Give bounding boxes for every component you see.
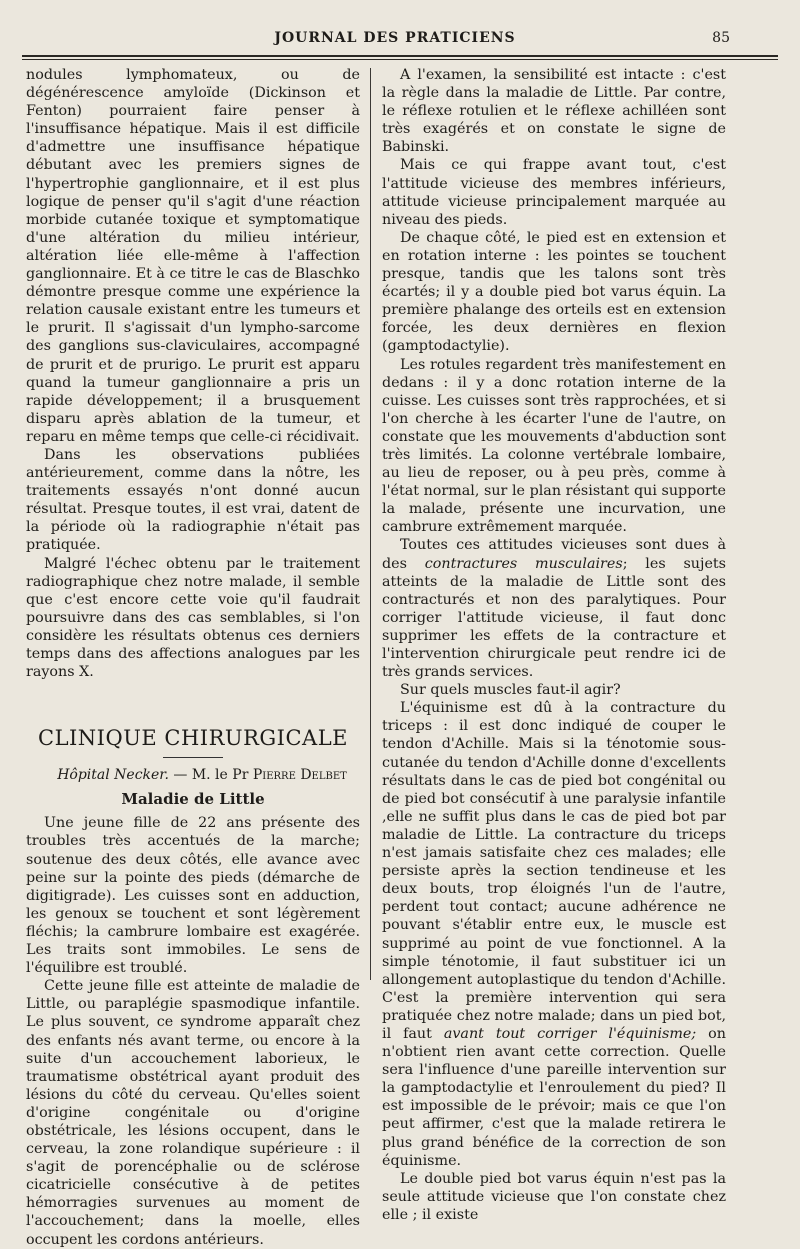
paragraph [382, 536, 726, 681]
case-title: Maladie de Little [121, 790, 265, 809]
paragraph [382, 699, 726, 1169]
section-divider [163, 757, 223, 758]
running-title: JOURNAL DES PRATICIENS [274, 30, 516, 46]
right-column [382, 66, 726, 1224]
page-number: 85 [712, 30, 730, 46]
paragraph: Cette jeune fille est atteinte de maladie de Little, ou paraplégie spasmodique infantile. Le plus souvent, ce syndrome apparaît chez des enfants nés avant terme, ou encore à la suite d'un accouchement laborieux, le traumatisme obstétrical ayant produit des lésions du côté du cerveau. Qu'elles soient d'origine congénitale ou d'origine obstétricale, les lésions occupent, dans le cerveau, la zone rolandique supérieure : il s'agit de porencéphalie ou de sclérose cicatricielle consécutive à de petites hémorragies survenues au moment de l'accouchement; dans la moelle, elles occupent les cordons antérieurs. [26, 978, 360, 1248]
text-run: L'équinisme est dû à la contracture du triceps : il est donc indiqué de couper le tendon d'Achille. Mais si la ténotomie sous-cutanée du tendon d'Achille donne d'excellents résultats dans le cas de pied bot congénital ou de pied bot consécutif à une paralysie infantile ,elle ne suffit plus dans le cas de pied bot par maladie de Little. La contracture du triceps n'est jamais satisfaite chez ces malades; elle persiste après la section tendineuse et les deux bouts, trop éloignés l'un de l'autre, perdent tout contact; aucune adhérence ne pouvant s'établir entre eux, le muscle est supprimé au point de vue fonctionnel. A la simple ténotomie, il faut substituer ici un allongement autoplastique du tendon d'Achille. C'est la première intervention qui sera pratiquée chez notre malade; dans un pied bot, il faut [382, 700, 726, 1042]
paragraph: Sur quels muscles faut-il agir? [400, 682, 621, 699]
paragraph: Une jeune fille de 22 ans présente des troubles très accentués de la marche; soutenue des deux côtés, elle avance avec peine sur la pointe des pieds (démarche de digitigrade). Les cuisses sont en adduction, les genoux se touchent et sont légèrement fléchis; la cambrure lombaire est exagérée. Les traits sont immobiles. Le sens de l'équilibre est troublé. [26, 815, 360, 977]
paragraph: Dans les observations publiées antérieurement, comme dans la nôtre, les traitements essayés n'ont donné aucun résultat. Presque toutes, il est vrai, datent de la période où la radiographie n'était pas pratiquée. [26, 446, 360, 554]
section-title: CLINIQUE CHIRURGICALE [38, 726, 348, 751]
paragraph: A l'examen, la sensibilité est intacte : c'est la règle dans la maladie de Little. Par contre, le réflexe rotulien et le réflexe achilléen sont très exagérés et on constate le signe de Babinski. [382, 67, 726, 156]
paragraph: De chaque côté, le pied est en extension et en rotation interne : les pointes se touchent presque, tandis que les talons sont très écartés; il y a double pied bot varus équin. La première phalange des orteils est en extension forcée, les deux dernières en flexion (gamptodactylie). [382, 229, 726, 355]
paragraph: Malgré l'échec obtenu par le traitement radiographique chez notre malade, il semble que c'est encore cette voie qu'il faudrait poursuivre dans des cas semblables, si l'on considère les résultats obtenus ces derniers temps dans des affections analogues par les rayons X. [26, 555, 360, 681]
text-run: Toutes ces attitudes vicieuses sont dues à des [382, 537, 726, 572]
paragraph: Mais ce qui frappe avant tout, c'est l'attitude vicieuse des membres inférieurs, attitude vicieuse principalement marquée au niveau des pieds. [382, 157, 726, 228]
left-column [26, 66, 360, 1249]
byline-hospital: Hôpital Necker. [57, 767, 169, 784]
paragraph: Le double pied bot varus équin n'est pas la seule attitude vicieuse que l'on constate chez elle ; il existe [382, 1170, 726, 1223]
page-header [0, 30, 800, 54]
byline [26, 766, 360, 784]
paragraph: nodules lymphomateux, ou de dégénérescence amyloïde (Dickinson et Fenton) pourraient faire penser à l'insuffisance hépatique. Mais il est difficile d'admettre une insuffisance hépatique débutant avec les premiers signes de l'hypertrophie ganglionnaire, et il est plus logique de penser qu'il s'agit d'une réaction morbide cutanée toxique et symptomatique d'une altération du milieu intérieur, altération liée elle-même à l'affection ganglionnaire. Et à ce titre le cas de Blaschko démontre presque comme une expérience la relation causale existant entre les tumeurs et le prurit. Il s'agissait d'un lympho-sarcome des ganglions sus-claviculaires, accompagné de prurit et de prurigo. Le prurit est apparu quand la tumeur ganglionnaire a pris un rapide développement; il a brusquement disparu après ablation de la tumeur, et reparu en même temps que celle-ci récidivait. [26, 67, 360, 445]
text-run: on n'obtient rien avant cette correction. Quelle sera l'influence d'une pareille intervention sur la gamptodactylie et l'enroulement du pied? Il est impossible de le prévoir; mais ce que l'on peut affirmer, c'est que la malade retirera le plus grand bénéfice de la correction de son équinisme. [382, 1025, 726, 1169]
text-run: ; les sujets atteints de la maladie de Little sont des contracturés et non des paralytiques. Pour corriger l'attitude vicieuse, il faut donc supprimer les effets de la contracture et l'intervention chirurgicale peut rendre ici de très grands services. [382, 555, 726, 681]
header-rule [22, 55, 778, 57]
byline-title: — M. le Pr [168, 767, 253, 784]
byline-author: Pierre Delbet [252, 767, 347, 784]
italic-text: avant tout corriger l'équinisme; [443, 1025, 697, 1042]
italic-text: contractures musculaires [424, 555, 623, 572]
header-rule-thin [22, 59, 778, 60]
paragraph: Les rotules regardent très manifestement en dedans : il y a donc rotation interne de la cuisse. Les cuisses sont très rapprochées, et si l'on cherche à les écarter l'une de l'autre, on constate que les mouvements d'abduction sont très limités. La colonne vertébrale lombaire, au lieu de reposer, ou à peu près, comme à l'état normal, sur le plan résistant qui supporte la malade, présente une incurvation, une cambrure extrêmement marquée. [382, 356, 726, 536]
column-divider [370, 68, 371, 980]
